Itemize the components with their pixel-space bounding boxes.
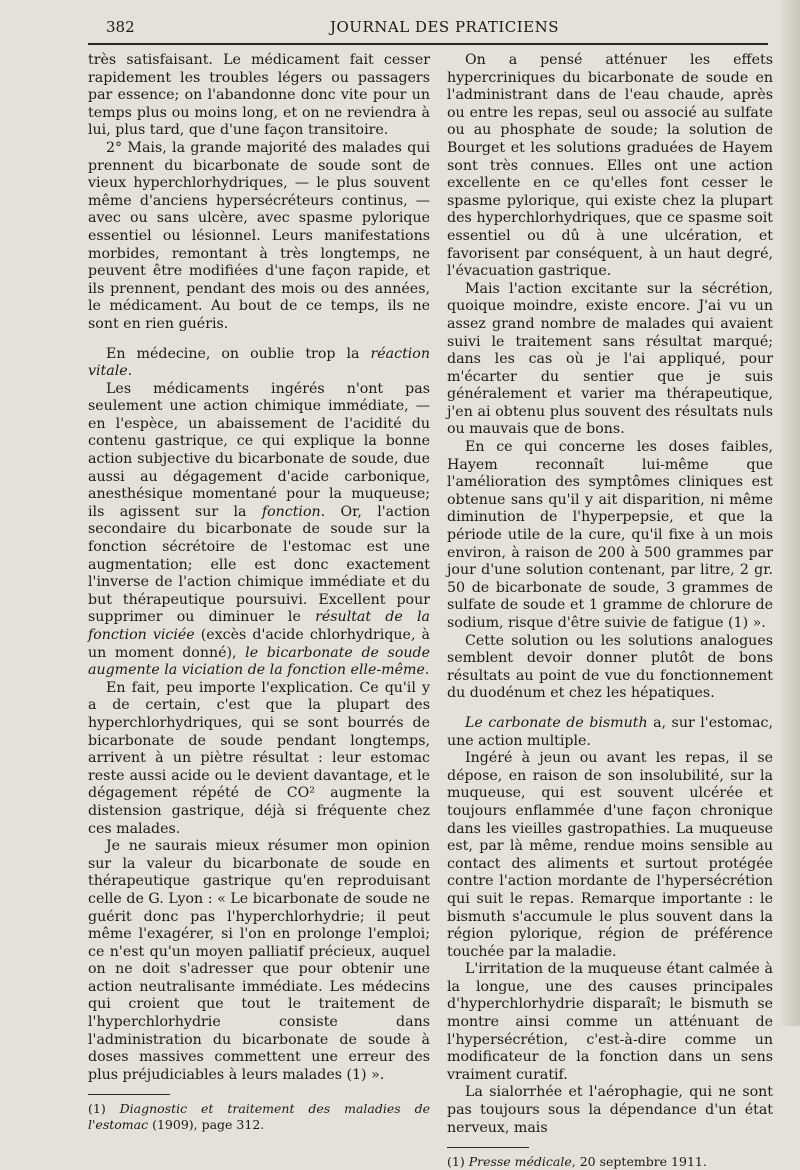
italic-phrase: réaction vitale: [88, 345, 430, 380]
paragraph: Mais l'action excitante sur la sécrétion, quoique moindre, existe encore. J'ai vu un assez grand nombre de malades qui avaient suivi le traitement sans résultat marqué; dans les cas où je l'ai appliqué, pour m'écarter du sentier que je suis généralement et varier ma thérapeutique, j'en ai obtenu plus souvent des résultats nuls ou mauvais que de bons.: [447, 280, 773, 438]
paragraph: En ce qui concerne les doses faibles, Hayem reconnaît lui-même que l'amélioration des symptômes cliniques est obtenue sans qu'il y ait disparition, ni même diminution de l'hyperpepsie, et que la période utile de la cure, qu'il fixe à un mois environ, à raison de 200 à 500 grammes par jour d'une solution contenant, par litre, 2 gr. 50 de bicarbonate de soude, 3 grammes de sulfate de soude et 1 gramme de chlorure de sodium, risque d'être suivie de fatigue (1) ».: [447, 439, 773, 631]
paragraph: La sialorrhée et l'aérophagie, qui ne sont pas toujours sous la dépendance d'un état nerveux, mais: [447, 1084, 773, 1136]
footnote-rule: [447, 1147, 529, 1148]
italic-phrase: Le carbonate de bismuth: [465, 714, 648, 731]
paragraph: L'irritation de la muqueuse étant calmée à la longue, une des causes principales d'hyperchlorhydrie disparaît; le bismuth se montre ainsi comme un atténuant de l'hypersécrétion, c'est-à-dire comme un modificateur de la fonction dans un sens vraiment curatif.: [447, 961, 773, 1083]
header-rule: [88, 43, 768, 45]
right-column: [447, 52, 773, 1170]
italic-phrase: le bicarbonate de soude augmente la viciation de la fonction elle-même: [88, 644, 430, 679]
paragraph: Les médicaments ingérés n'ont pas seulement une action chimique immédiate, — en l'espèce, un abaissement de l'acidité du contenu gastrique, ce qui explique la bonne action subjective du bicarbonate de soude, due aussi au dégagement d'acide carbonique, anesthésique momentané pour la muqueuse; ils agissent sur la fonction. Or, l'action secondaire du bicarbonate de soude sur la fonction sécrétoire de l'estomac est une augmentation; elle est donc exactement l'inverse de l'action chimique immédiate et du but thérapeutique poursuivi. Excellent pour supprimer ou diminuer le résultat de la fonction viciée (excès d'acide chlorhydrique, à un moment donné), le bicarbonate de soude augmente la viciation de la fonction elle-même.: [88, 380, 431, 679]
paragraph: Ingéré à jeun ou avant les repas, il se dépose, en raison de son insolubilité, sur la muqueuse, qui est souvent ulcérée et toujours enflammée d'une façon chronique dans les vieilles gastropathies. La muqueuse est, par là même, rendue moins sensible au contact des aliments et surtout protégée contre l'action mordante de l'hypersécrétion qui suit le repas. Remarque importante : le bismuth s'accumule le plus souvent dans la région pylorique, région de préférence touchée par la maladie.: [447, 750, 773, 960]
paragraph: En fait, peu importe l'explication. Ce qu'il y a de certain, c'est que la plupart des hyperchlorhydriques, qui se sont bourrés de bicarbonate de soude pendant longtemps, arrivent à un piètre résultat : leur estomac reste aussi acide ou le devient davantage, et le dégagement répété de CO² augmente la distension gastrique, déjà si fréquente chez ces malades.: [88, 679, 430, 837]
paragraph: En médecine, on oublie trop la réaction vitale.: [88, 345, 430, 380]
left-column: [88, 52, 430, 1133]
page-header: [0, 18, 800, 44]
paragraph-gap: [88, 334, 430, 346]
paragraph: Je ne saurais mieux résumer mon opinion sur la valeur du bicarbonate de soude en thérapeutique gastrique qu'en reproduisant celle de G. Lyon : « Le bicarbonate de soude ne guérit donc pas l'hyperchlorhydrie; il peut même l'exagérer, si l'on en prolonge l'emploi; ce n'est qu'un moyen palliatif précieux, auquel on ne doit s'adresser que pour obtenir une action neutralisante immédiate. Les médecins qui croient que tout le traitement de l'hyperchlorhydrie consiste dans l'administration du bicarbonate de soude à doses massives commettent une erreur des plus préjudiciables à leurs malades (1) ».: [88, 838, 430, 1083]
footnote: (1) Presse médicale, 20 septembre 1911.: [447, 1154, 707, 1170]
paragraph: très satisfaisant. Le médicament fait cesser rapidement les troubles légers ou passagers par essence; on l'abandonne donc vite pour un temps plus ou moins long, et on ne reviendra à lui, plus tard, que d'une façon transitoire.: [88, 52, 430, 139]
running-title: JOURNAL DES PRATICIENS: [330, 18, 560, 36]
page-number: 382: [106, 18, 135, 36]
page-edge-shadow: [778, 0, 800, 1026]
paragraph: Le carbonate de bismuth a, sur l'estomac, une action multiple.: [447, 714, 773, 749]
footnote-source: Presse médicale: [468, 1154, 572, 1170]
paragraph: On a pensé atténuer les effets hypercriniques du bicarbonate de soude en l'administrant dans de l'eau chaude, après ou entre les repas, seul ou associé au sulfate ou au phosphate de soude; la solution de Bourget et les solutions graduées de Hayem sont très connues. Elles ont une action excellente en ce qu'elles font cesser le spasme pylorique, qui existe chez la plupart des hyperchlorhydriques, que ce spasme soit essentiel ou dû à une ulcération, et favorisent par conséquent, à un haut degré, l'évacuation gastrique.: [447, 52, 773, 280]
footnote: (1) Diagnostic et traitement des maladies de l'estomac (1909), page 312.: [88, 1101, 430, 1133]
italic-phrase: résultat de la fonction viciée: [88, 609, 430, 643]
footnote-rule: [88, 1094, 170, 1095]
paragraph: Cette solution ou les solutions analogues semblent devoir donner plutôt de bons résultats au point de vue du fonctionnement du duodénum et chez les hépatiques.: [447, 632, 773, 702]
footnote-source: Diagnostic et traitement des maladies de l'estomac: [88, 1101, 430, 1133]
paragraph: 2° Mais, la grande majorité des malades qui prennent du bicarbonate de soude sont de vieux hyperchlorhydriques, — le plus souvent même d'anciens hypersécréteurs continus, — avec ou sans ulcère, avec spasme pylorique essentiel ou lésionnel. Leurs manifestations morbides, remontant à très longtemps, ne peuvent être modifiées d'une façon rapide, et ils prennent, pendant des mois ou des années, le médicament. Au bout de ce temps, ils ne sont en rien guéris.: [88, 139, 430, 332]
paragraph-gap: [447, 703, 773, 715]
italic-phrase: fonction: [261, 503, 321, 520]
